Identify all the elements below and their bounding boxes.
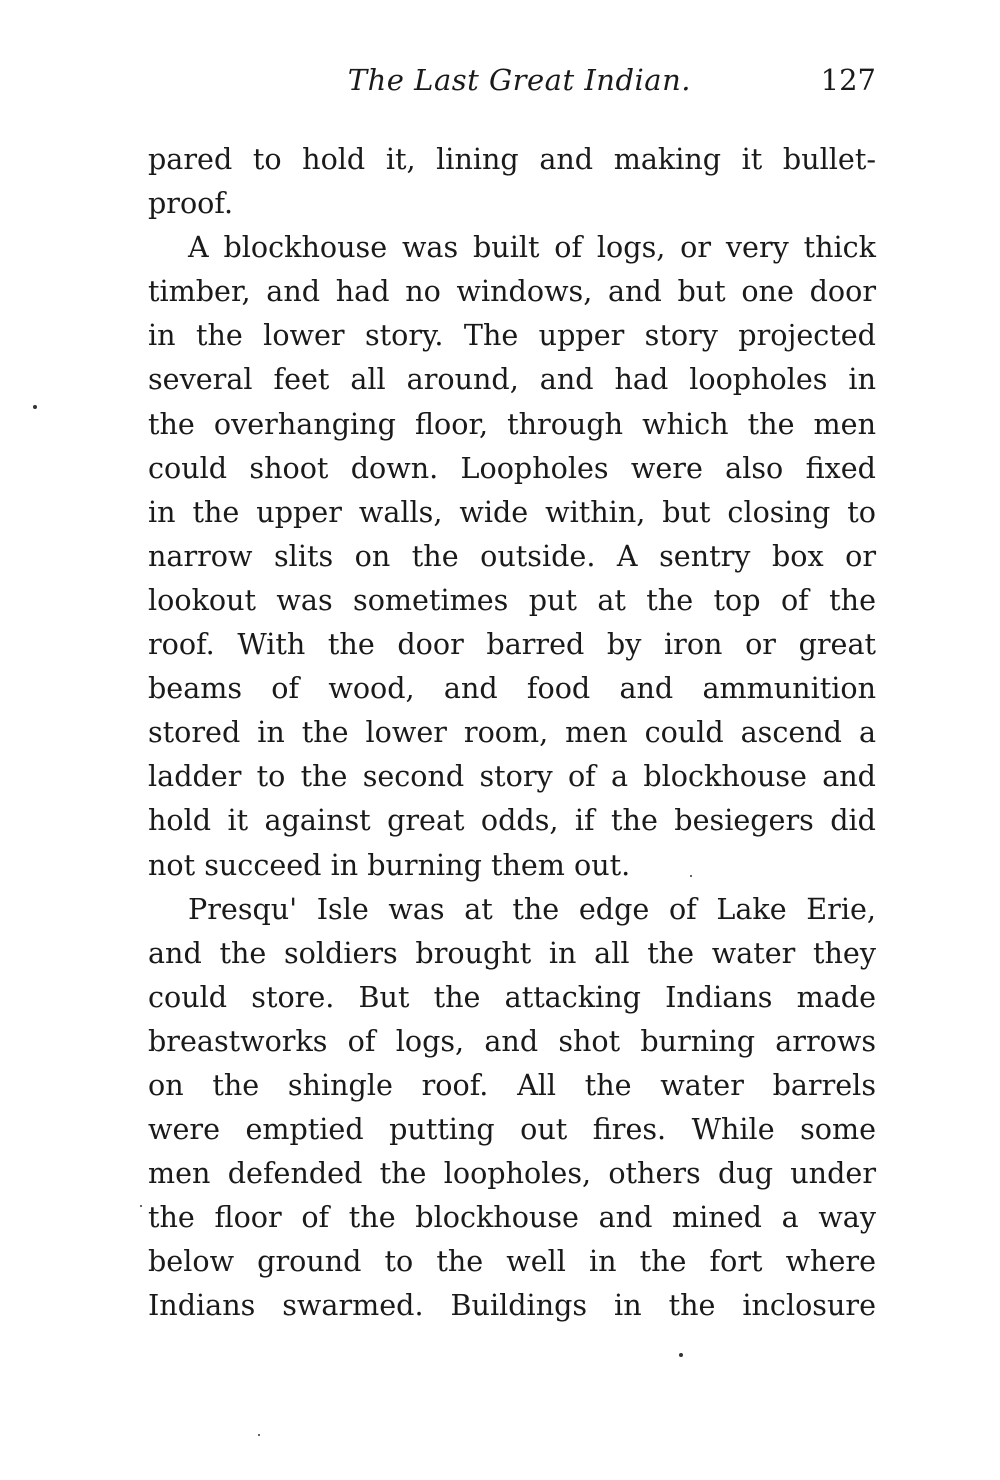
text-line: beams of wood, and food and ammunition [148, 671, 876, 706]
scan-speck [140, 1205, 142, 1207]
scan-speck [679, 1353, 683, 1357]
text-line: timber, and had no windows, and but one door [148, 274, 876, 309]
text-line: several feet all around, and had loopholes in [148, 362, 876, 397]
text-line: lookout was sometimes put at the top of the [148, 582, 876, 617]
text-line: could store. But the attacking Indians made [148, 979, 876, 1014]
text-line: men defended the loopholes, others dug under [148, 1156, 876, 1191]
text-line: were emptied putting out fires. While some [148, 1112, 876, 1147]
text-line: roof. With the door barred by iron or great [148, 627, 876, 662]
page-number: 127 [820, 63, 876, 97]
text-line: on the shingle roof. All the water barrels [148, 1067, 876, 1102]
running-head [148, 60, 876, 100]
text-line: below ground to the well in the fort where [148, 1244, 876, 1279]
paragraph-start-line: Presqu' Isle was at the edge of Lake Erie, [188, 891, 876, 926]
text-line: proof. [148, 186, 234, 221]
text-line: in the upper walls, wide within, but closing to [148, 494, 876, 529]
text-line: the overhanging floor, through which the men [148, 406, 876, 441]
text-line: pared to hold it, lining and making it bullet- [148, 142, 876, 176]
text-line: narrow slits on the outside. A sentry box or [148, 538, 876, 573]
text-line: stored in the lower room, men could ascend a [148, 715, 876, 750]
text-line: ladder to the second story of a blockhouse and [148, 759, 876, 794]
text-line: and the soldiers brought in all the water they [148, 935, 876, 970]
scan-speck [258, 1434, 260, 1436]
paragraph-start-line: A blockhouse was built of logs, or very thick [188, 230, 876, 265]
scan-speck [690, 875, 692, 877]
text-line: in the lower story. The upper story projected [148, 318, 876, 353]
text-line: the floor of the blockhouse and mined a way [148, 1200, 876, 1235]
scan-speck [33, 405, 37, 409]
text-line: hold it against great odds, if the besiegers did [148, 803, 876, 838]
body-text [148, 137, 876, 1328]
running-title: The Last Great Indian. [347, 63, 691, 97]
text-line: breastworks of logs, and shot burning arrows [148, 1023, 876, 1058]
text-line: Indians swarmed. Buildings in the inclosure [148, 1288, 876, 1323]
text-line: not succeed in burning them out. [148, 847, 631, 882]
text-line: could shoot down. Loopholes were also fixed [148, 450, 876, 485]
